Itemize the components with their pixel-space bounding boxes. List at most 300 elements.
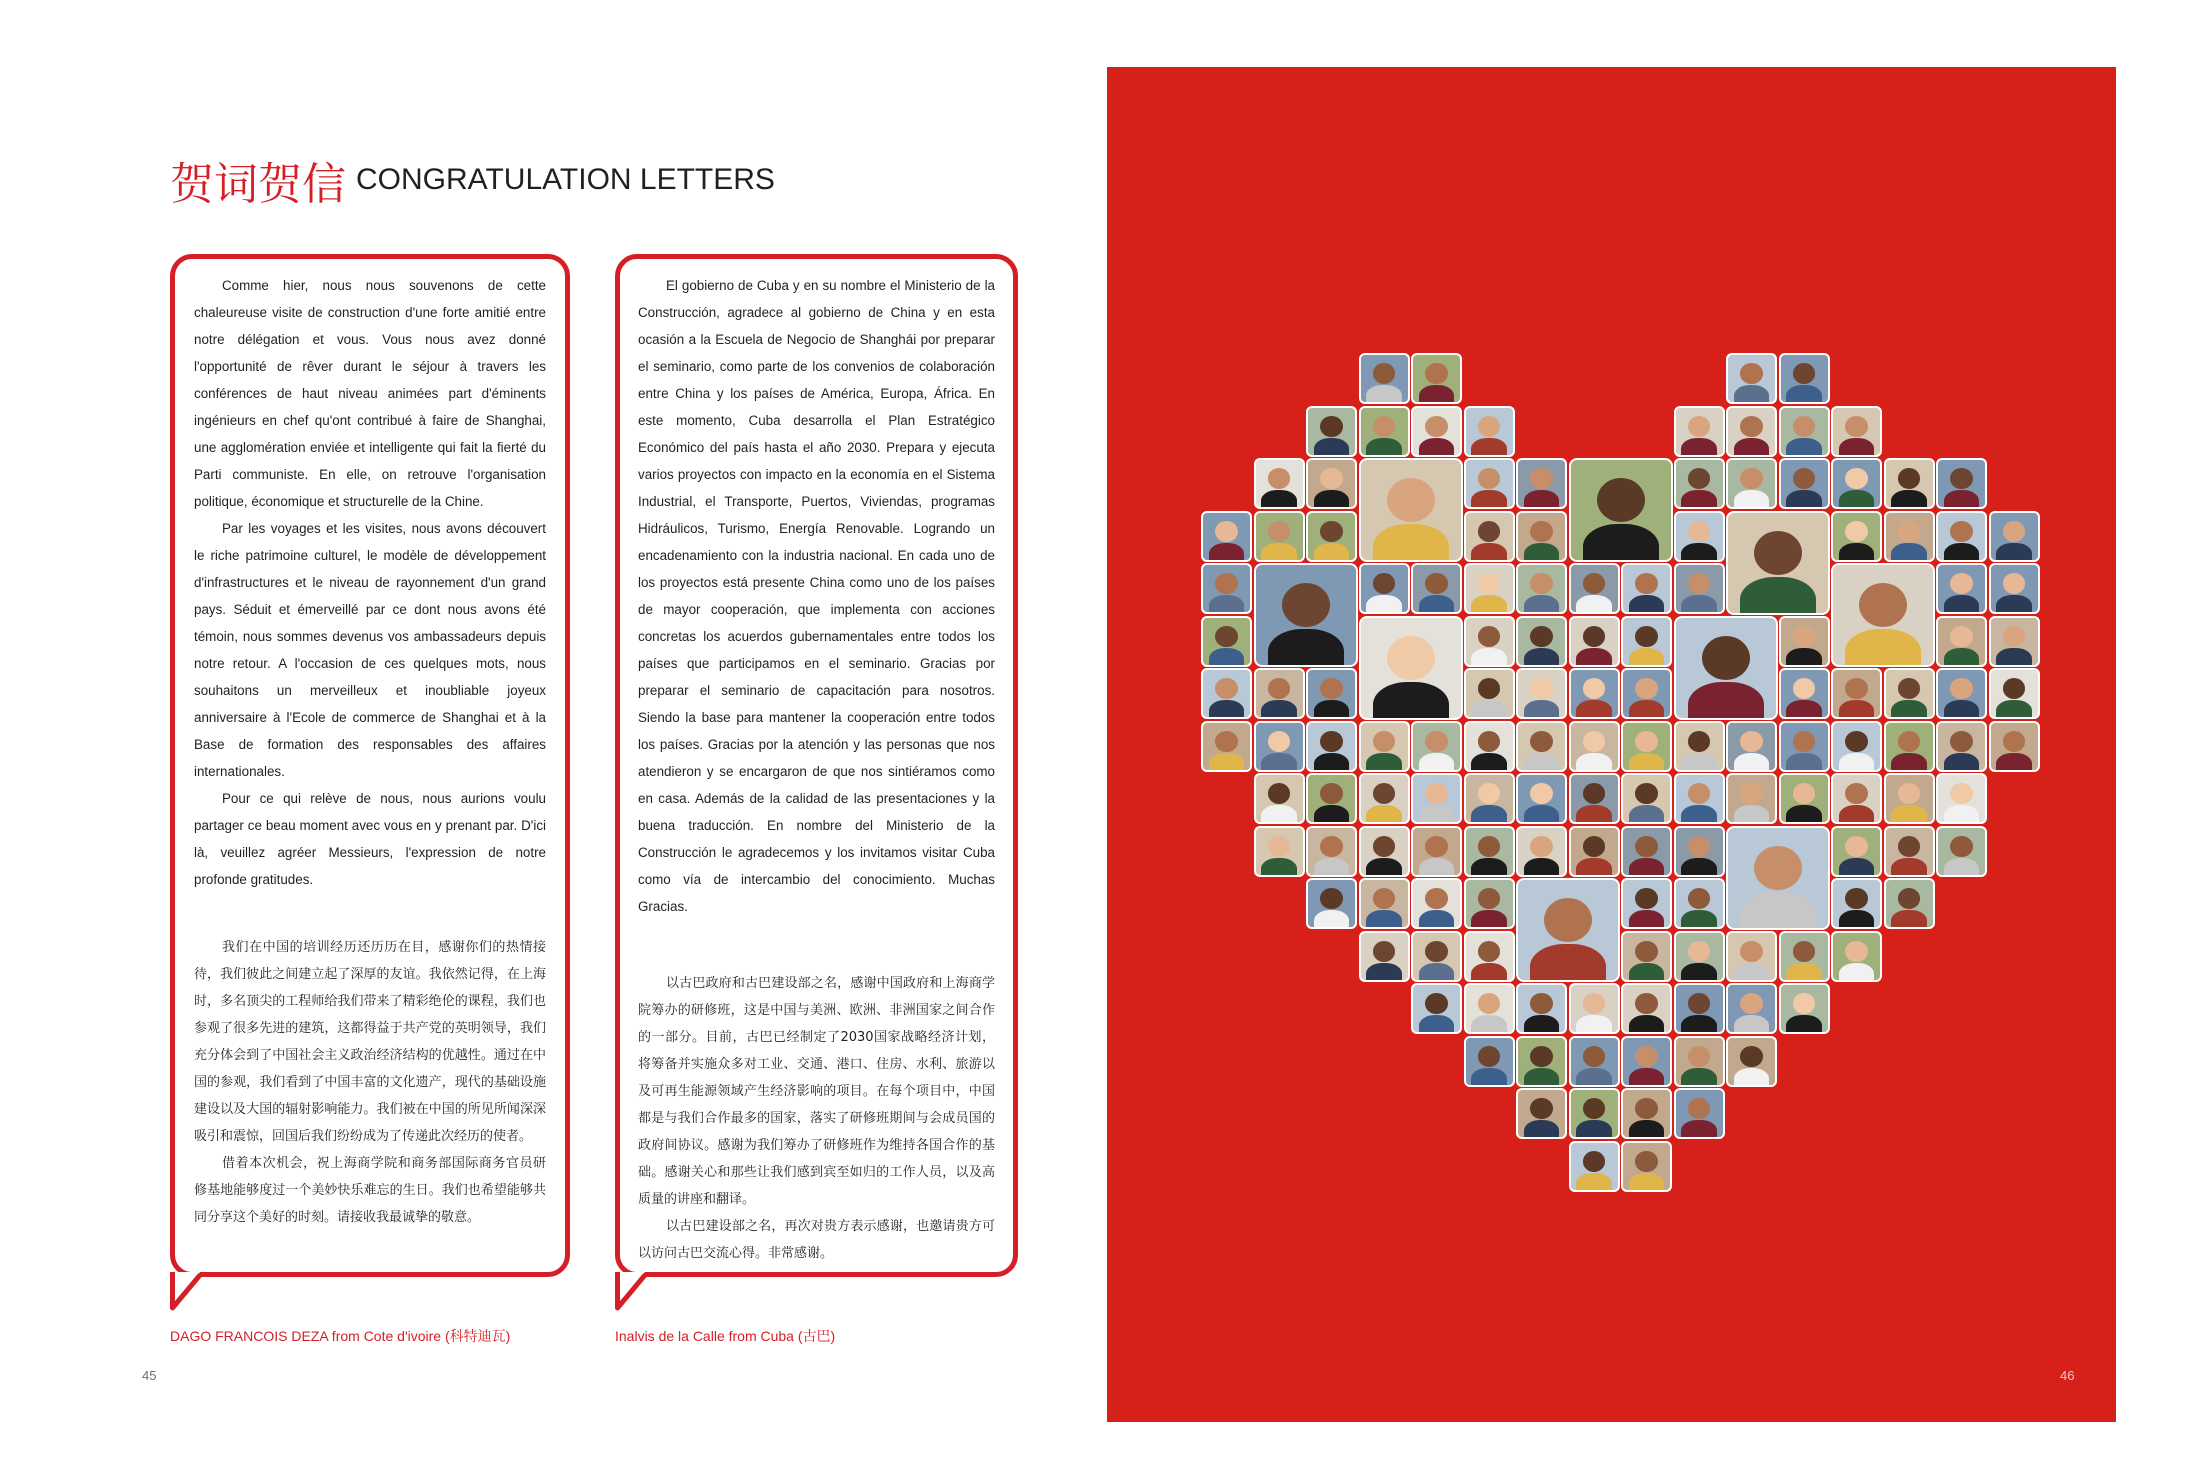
photo-figure-body (1261, 858, 1297, 877)
photo-figure-face (1373, 363, 1396, 384)
photo-figure-face (1530, 1098, 1553, 1119)
participant-photo (1411, 406, 1462, 457)
photo-figure-face (1793, 678, 1816, 699)
photo-figure-face (1373, 783, 1396, 804)
participant-photo (1674, 616, 1778, 720)
page-number-right: 46 (2060, 1368, 2075, 1383)
photo-figure-body (1629, 700, 1665, 719)
participant-photo (1254, 563, 1358, 667)
letter-paragraph: 以古巴建设部之名，再次对贵方表示感谢，也邀请贵方可以访问古巴交流心得。非常感谢。 (638, 1219, 995, 1261)
participant-photo (1989, 563, 2040, 614)
photo-figure-face (1950, 678, 1973, 699)
photo-figure-body (1839, 700, 1875, 719)
photo-figure-body (1786, 753, 1822, 772)
photo-figure-body (1845, 629, 1921, 667)
letter-paragraph: Comme hier, nous nous souvenons de cette chaleureuse visite de construction d'une forte amitié entre notre délégation et vous. Vous nous avez donné l'opportunité de rêver durant le séjour à travers les conférences de haut niveau animées part d'éminents ingénieurs en chef qu'ont contribué à faire de Shanghai, une agglomération enviée et intelligente qui fait la fierté du Parti communiste. En elle, on retrouve l'organisation politique, économique et structurelle de la Chine. (194, 278, 546, 509)
participant-photo (1779, 983, 1830, 1034)
photo-figure-face (1950, 626, 1973, 647)
participant-photo (1831, 878, 1882, 929)
photo-figure-face (1635, 783, 1658, 804)
participant-photo (1306, 826, 1357, 877)
photo-figure-face (2003, 731, 2026, 752)
participant-photo (1621, 1088, 1672, 1139)
participant-photo (1884, 878, 1935, 929)
photo-figure-body (1471, 910, 1507, 929)
photo-figure-body (1629, 595, 1665, 614)
participant-photo (1201, 668, 1252, 719)
photo-figure-body (1681, 805, 1717, 824)
photo-figure-face (1859, 583, 1907, 627)
participant-photo (1936, 721, 1987, 772)
participant-photo (1674, 878, 1725, 929)
participant-photo (1621, 983, 1672, 1034)
photo-figure-body (1786, 963, 1822, 982)
participant-photo (1464, 773, 1515, 824)
participant-photo (1464, 1036, 1515, 1087)
photo-figure-face (1635, 836, 1658, 857)
photo-figure-body (1681, 753, 1717, 772)
participant-photo (1254, 511, 1305, 562)
page-title (170, 148, 775, 212)
participant-photo (1621, 721, 1672, 772)
photo-figure-body (1314, 805, 1350, 824)
photo-figure-face (1320, 783, 1343, 804)
photo-figure-face (1268, 468, 1291, 489)
photo-figure-body (1629, 910, 1665, 929)
participant-photo (1516, 458, 1567, 509)
participant-photo (1726, 773, 1777, 824)
photo-figure-face (1478, 678, 1501, 699)
participant-photo (1359, 616, 1463, 720)
page-number-left: 45 (142, 1368, 157, 1383)
participant-photo (1726, 721, 1777, 772)
photo-figure-face (1688, 731, 1711, 752)
participant-photo (1306, 878, 1357, 929)
photo-figure-body (1366, 595, 1402, 614)
participant-photo (1516, 826, 1567, 877)
photo-figure-body (1740, 892, 1816, 930)
photo-figure-face (1845, 731, 1868, 752)
participant-photo (1464, 721, 1515, 772)
participant-photo (1569, 668, 1620, 719)
photo-figure-face (1845, 678, 1868, 699)
participant-photo (1464, 983, 1515, 1034)
photo-figure-face (1740, 993, 1763, 1014)
photo-figure-face (1530, 731, 1553, 752)
photo-figure-body (1839, 543, 1875, 562)
photo-figure-face (1898, 888, 1921, 909)
photo-figure-body (1366, 963, 1402, 982)
photo-figure-face (1583, 626, 1606, 647)
photo-figure-body (1944, 648, 1980, 667)
photo-figure-body (1786, 1015, 1822, 1034)
photo-figure-face (1688, 836, 1711, 857)
participant-photo (1464, 511, 1515, 562)
photo-figure-body (1373, 682, 1449, 720)
photo-figure-body (1891, 805, 1927, 824)
participant-photo (1516, 616, 1567, 667)
photo-figure-face (1268, 731, 1291, 752)
photo-figure-face (1740, 363, 1763, 384)
photo-figure-body (1209, 595, 1245, 614)
photo-figure-body (1314, 438, 1350, 457)
photo-figure-body (1209, 648, 1245, 667)
photo-figure-body (1524, 1068, 1560, 1087)
photo-figure-body (1681, 438, 1717, 457)
photo-figure-face (1635, 1151, 1658, 1172)
participant-photo (1726, 458, 1777, 509)
photo-figure-body (1839, 753, 1875, 772)
photo-figure-body (1629, 648, 1665, 667)
participant-photo (1831, 563, 1935, 667)
photo-figure-body (1734, 805, 1770, 824)
participant-photo (1569, 1141, 1620, 1192)
photo-figure-body (1314, 543, 1350, 562)
participant-photo (1516, 511, 1567, 562)
photo-figure-face (1845, 416, 1868, 437)
participant-photo (1254, 773, 1305, 824)
photo-figure-face (1754, 846, 1802, 890)
photo-figure-body (1524, 1015, 1560, 1034)
photo-figure-face (1478, 888, 1501, 909)
participant-photo (1621, 826, 1672, 877)
participant-photo (1569, 1088, 1620, 1139)
photo-figure-face (1530, 626, 1553, 647)
photo-figure-body (1891, 700, 1927, 719)
photo-figure-body (1681, 543, 1717, 562)
participant-photo (1411, 563, 1462, 614)
photo-figure-face (1320, 888, 1343, 909)
photo-figure-body (1209, 700, 1245, 719)
photo-figure-body (1891, 910, 1927, 929)
photo-figure-body (1839, 438, 1875, 457)
participant-photo (1621, 616, 1672, 667)
photo-figure-face (1268, 678, 1291, 699)
photo-figure-body (1681, 1068, 1717, 1087)
participant-photo (1201, 511, 1252, 562)
photo-figure-body (1471, 490, 1507, 509)
letter-paragraph: El gobierno de Cuba y en su nombre el Ministerio de la Construcción, agradece al gobierno de China y en esta ocasión a la Escuela de Negocio de Shanghái por preparar el seminario, como parte de los convenios de colaboración entre China y los países de América, Europa, África. En este momento, Cuba desarrolla el Plan Estratégico Económico del país hasta el año 2030. Prepara y ejecuta varios proyectos con impacto en la economía en el Sistema Industrial, el Transporte, Puertos, Viviendas, programas Hidráulicos, Turismo, Energía Renovable. Logrando un encadenamiento con la industria nacional. En cada uno de los proyectos está presente China como uno de los países de mayor cooperación, que implementa con acciones concretas los acuerdos gubernamentales entre todos los países que participamos en el seminario. Gracias por preparar el seminario de capacitación para nosotros. Siendo la base para mantener la cooperación entre todos los países. Gracias por la atención y las personas que nos atendieron y se encargaron de que nos sintiéramos como en casa. Además de la calidad de las presentaciones y la buena traducción. En nombre del Ministerio de la Construcción le agradecemos y los invitamos visitar Cuba como vía de intercambio del conocimiento. Muchas Gracias. (638, 278, 995, 914)
photo-figure-face (1635, 1046, 1658, 1067)
photo-figure-body (1734, 753, 1770, 772)
participant-photo (1674, 458, 1725, 509)
photo-figure-body (1261, 805, 1297, 824)
photo-figure-face (1530, 783, 1553, 804)
participant-photo (1411, 353, 1462, 404)
participant-photo (1464, 878, 1515, 929)
participant-photo (1411, 983, 1462, 1034)
photo-figure-body (1891, 543, 1927, 562)
photo-figure-body (1688, 682, 1764, 720)
participant-photo (1779, 616, 1830, 667)
photo-figure-face (1583, 993, 1606, 1014)
photo-figure-face (1740, 783, 1763, 804)
participant-photo (1831, 668, 1882, 719)
participant-photo (1306, 773, 1357, 824)
photo-figure-body (1996, 648, 2032, 667)
photo-figure-face (1478, 573, 1501, 594)
photo-figure-face (1635, 1098, 1658, 1119)
letter-paragraph: 借着本次机会，祝上海商学院和商务部国际商务官员研修基地能够度过一个美妙快乐难忘的生日。我们也希望能够共同分享这个美好的时刻。请接收我最诚挚的敬意。 (194, 1156, 546, 1225)
photo-figure-face (1478, 731, 1501, 752)
photo-figure-face (1215, 573, 1238, 594)
photo-figure-face (1387, 478, 1435, 522)
photo-figure-body (1786, 700, 1822, 719)
participant-photo (1516, 721, 1567, 772)
photo-figure-body (1261, 543, 1297, 562)
photo-figure-body (1576, 1068, 1612, 1087)
photo-figure-face (1583, 836, 1606, 857)
participant-photo (1621, 931, 1672, 982)
photo-figure-face (1635, 888, 1658, 909)
participant-photo (1569, 1036, 1620, 1087)
participant-photo (1359, 773, 1410, 824)
photo-figure-body (1734, 1068, 1770, 1087)
photo-figure-face (1425, 783, 1448, 804)
letter-text-chinese-right (638, 970, 995, 1267)
participant-photo (1254, 668, 1305, 719)
photo-figure-body (1944, 595, 1980, 614)
photo-figure-face (1950, 783, 1973, 804)
photo-figure-face (1425, 573, 1448, 594)
photo-figure-body (1419, 1015, 1455, 1034)
participant-photo (1989, 511, 2040, 562)
photo-figure-body (1524, 858, 1560, 877)
photo-figure-body (1576, 648, 1612, 667)
participant-photo (1831, 721, 1882, 772)
photo-figure-face (1425, 888, 1448, 909)
participant-photo (1779, 353, 1830, 404)
participant-photo (1674, 773, 1725, 824)
photo-figure-body (1373, 524, 1449, 562)
photo-figure-body (1471, 648, 1507, 667)
participant-photo (1411, 878, 1462, 929)
photo-figure-body (1944, 490, 1980, 509)
participant-photo (1989, 616, 2040, 667)
photo-figure-face (1845, 836, 1868, 857)
participant-photo (1884, 458, 1935, 509)
photo-figure-body (1576, 595, 1612, 614)
participant-photo (1936, 826, 1987, 877)
photo-figure-body (1419, 910, 1455, 929)
photo-figure-body (1366, 858, 1402, 877)
photo-figure-face (1282, 583, 1330, 627)
participant-photo (1516, 878, 1620, 982)
participant-photo (1516, 668, 1567, 719)
photo-figure-body (1996, 700, 2032, 719)
photo-figure-body (1471, 963, 1507, 982)
photo-figure-face (1373, 888, 1396, 909)
participant-photo (1884, 721, 1935, 772)
photo-figure-body (1261, 753, 1297, 772)
photo-figure-body (1944, 753, 1980, 772)
photo-figure-face (1425, 363, 1448, 384)
photo-figure-face (1583, 678, 1606, 699)
participant-photo (1359, 826, 1410, 877)
participant-photo (1726, 353, 1777, 404)
participant-photo (1831, 931, 1882, 982)
photo-figure-body (1629, 1173, 1665, 1192)
participant-photo (1989, 721, 2040, 772)
photo-figure-face (1583, 731, 1606, 752)
photo-figure-body (1209, 753, 1245, 772)
photo-figure-body (1524, 753, 1560, 772)
photo-figure-body (1629, 963, 1665, 982)
participant-photo (1254, 826, 1305, 877)
photo-figure-face (1478, 941, 1501, 962)
photo-figure-body (1786, 648, 1822, 667)
photo-figure-body (1471, 753, 1507, 772)
photo-figure-body (1681, 910, 1717, 929)
photo-figure-face (1478, 521, 1501, 542)
photo-figure-body (1314, 700, 1350, 719)
participant-photo (1621, 1036, 1672, 1087)
photo-figure-face (1845, 941, 1868, 962)
photo-figure-body (1576, 700, 1612, 719)
participant-photo (1464, 563, 1515, 614)
photo-figure-face (1688, 783, 1711, 804)
photo-figure-body (1576, 1120, 1612, 1139)
photo-figure-body (1576, 1015, 1612, 1034)
participant-photo (1359, 563, 1410, 614)
participant-photo (1516, 773, 1567, 824)
participant-photo (1516, 563, 1567, 614)
photo-figure-face (1793, 783, 1816, 804)
participant-photo (1411, 826, 1462, 877)
photo-figure-face (1320, 836, 1343, 857)
photo-figure-face (1478, 468, 1501, 489)
photo-figure-face (1950, 521, 1973, 542)
photo-figure-body (1891, 753, 1927, 772)
participant-photo (1464, 668, 1515, 719)
photo-figure-face (1793, 993, 1816, 1014)
photo-figure-body (1524, 648, 1560, 667)
photo-figure-face (1740, 1046, 1763, 1067)
photo-figure-face (1530, 836, 1553, 857)
photo-figure-body (1419, 438, 1455, 457)
participant-photo (1464, 406, 1515, 457)
photo-figure-face (1793, 416, 1816, 437)
participant-photo (1464, 616, 1515, 667)
photo-figure-body (1681, 1015, 1717, 1034)
photo-figure-face (1845, 888, 1868, 909)
participant-photo (1936, 668, 1987, 719)
title-chinese: 贺词贺信 (170, 159, 346, 210)
participant-photo (1306, 511, 1357, 562)
photo-figure-face (1583, 783, 1606, 804)
participant-photo (1831, 773, 1882, 824)
photo-figure-face (1845, 521, 1868, 542)
photo-figure-face (1635, 678, 1658, 699)
participant-photo (1569, 721, 1620, 772)
participant-photo (1884, 668, 1935, 719)
photo-figure-face (1530, 1046, 1553, 1067)
participant-photo (1989, 668, 2040, 719)
participant-photo (1569, 458, 1673, 562)
photo-figure-body (1576, 753, 1612, 772)
photo-figure-face (1478, 993, 1501, 1014)
letter-text-spanish (638, 272, 995, 920)
letter-paragraph: Par les voyages et les visites, nous avons découvert le riche patrimoine culturel, le modèle de développement d'infrastructures et le niveau de rayonnement d'un grand pays. Séduit et émerveillé par ce dont nous avons été témoin, nous sommes devenus vos ambassadeurs depuis notre retour. A l'occasion de ces quelques mots, nous souhaitons un merveilleux et inoubliable joyeux anniversaire à l'Ecole de commerce de Shanghai et à la Base de formation des responsables des affaires internationales. (194, 521, 546, 779)
photo-figure-face (1478, 626, 1501, 647)
photo-figure-face (1320, 731, 1343, 752)
photo-figure-body (1786, 490, 1822, 509)
participant-photo (1674, 563, 1725, 614)
participant-photo (1674, 826, 1725, 877)
photo-figure-face (1268, 836, 1291, 857)
photo-figure-body (1524, 1120, 1560, 1139)
photo-figure-face (1688, 941, 1711, 962)
participant-photo (1569, 983, 1620, 1034)
participant-photo (1201, 616, 1252, 667)
participant-photo (1936, 511, 1987, 562)
participant-photo (1726, 826, 1830, 930)
photo-figure-body (1629, 753, 1665, 772)
letter-paragraph: 我们在中国的培训经历还历历在目，感谢你们的热情接待，我们彼此之间建立起了深厚的友谊。我依然记得，在上海时，多名顶尖的工程师给我们带来了精彩绝伦的课程，我们也参观了很多先进的建筑，这都得益于共产党的英明领导，我们充分体会到了中国社会主义政治经济结构的优越性。通过在中国的参观，我们看到了中国丰富的文化遗产，现代的基础设施建设以及大国的辐射影响能力。我们被在中国的所见所闻深深吸引和震惊，回国后我们纷纷成为了传递此次经历的使者。 (194, 940, 546, 1144)
photo-figure-face (1845, 468, 1868, 489)
speech-bubble-tail-right (615, 1272, 651, 1314)
photo-figure-face (1373, 941, 1396, 962)
photo-figure-face (1373, 731, 1396, 752)
photo-figure-face (1425, 993, 1448, 1014)
participant-photo (1779, 458, 1830, 509)
participant-photo (1779, 721, 1830, 772)
photo-figure-face (1268, 521, 1291, 542)
participant-photo (1831, 511, 1882, 562)
photo-figure-face (1478, 783, 1501, 804)
photo-figure-face (1544, 898, 1592, 942)
participant-photo (1306, 721, 1357, 772)
photo-figure-body (1734, 385, 1770, 404)
photo-figure-face (1950, 468, 1973, 489)
photo-figure-face (1688, 1046, 1711, 1067)
photo-figure-face (1688, 888, 1711, 909)
photo-figure-body (1944, 805, 1980, 824)
photo-figure-body (1839, 963, 1875, 982)
participant-photo (1621, 1141, 1672, 1192)
participant-photo (1306, 406, 1357, 457)
participant-photo (1674, 1036, 1725, 1087)
photo-figure-face (1478, 836, 1501, 857)
photo-figure-face (1635, 993, 1658, 1014)
participant-photo (1674, 983, 1725, 1034)
photo-figure-body (1471, 595, 1507, 614)
photo-figure-body (1314, 910, 1350, 929)
participant-photo (1516, 1036, 1567, 1087)
participant-photo (1359, 406, 1410, 457)
participant-photo (1464, 458, 1515, 509)
participant-photo (1569, 773, 1620, 824)
photo-figure-body (1471, 438, 1507, 457)
photo-figure-face (1898, 521, 1921, 542)
photo-figure-face (1688, 573, 1711, 594)
photo-figure-body (1786, 438, 1822, 457)
photo-figure-face (1898, 731, 1921, 752)
photo-figure-face (1425, 416, 1448, 437)
photo-figure-body (1681, 1120, 1717, 1139)
participant-photo (1254, 721, 1305, 772)
photo-figure-face (1215, 626, 1238, 647)
photo-figure-face (1635, 573, 1658, 594)
photo-figure-face (1215, 678, 1238, 699)
photo-figure-body (1419, 805, 1455, 824)
participant-photo (1779, 668, 1830, 719)
participant-photo (1516, 983, 1567, 1034)
signature-right: Inalvis de la Calle from Cuba (古巴) (615, 1328, 836, 1344)
participant-photo (1621, 563, 1672, 614)
photo-figure-body (1524, 543, 1560, 562)
photo-figure-body (1314, 858, 1350, 877)
